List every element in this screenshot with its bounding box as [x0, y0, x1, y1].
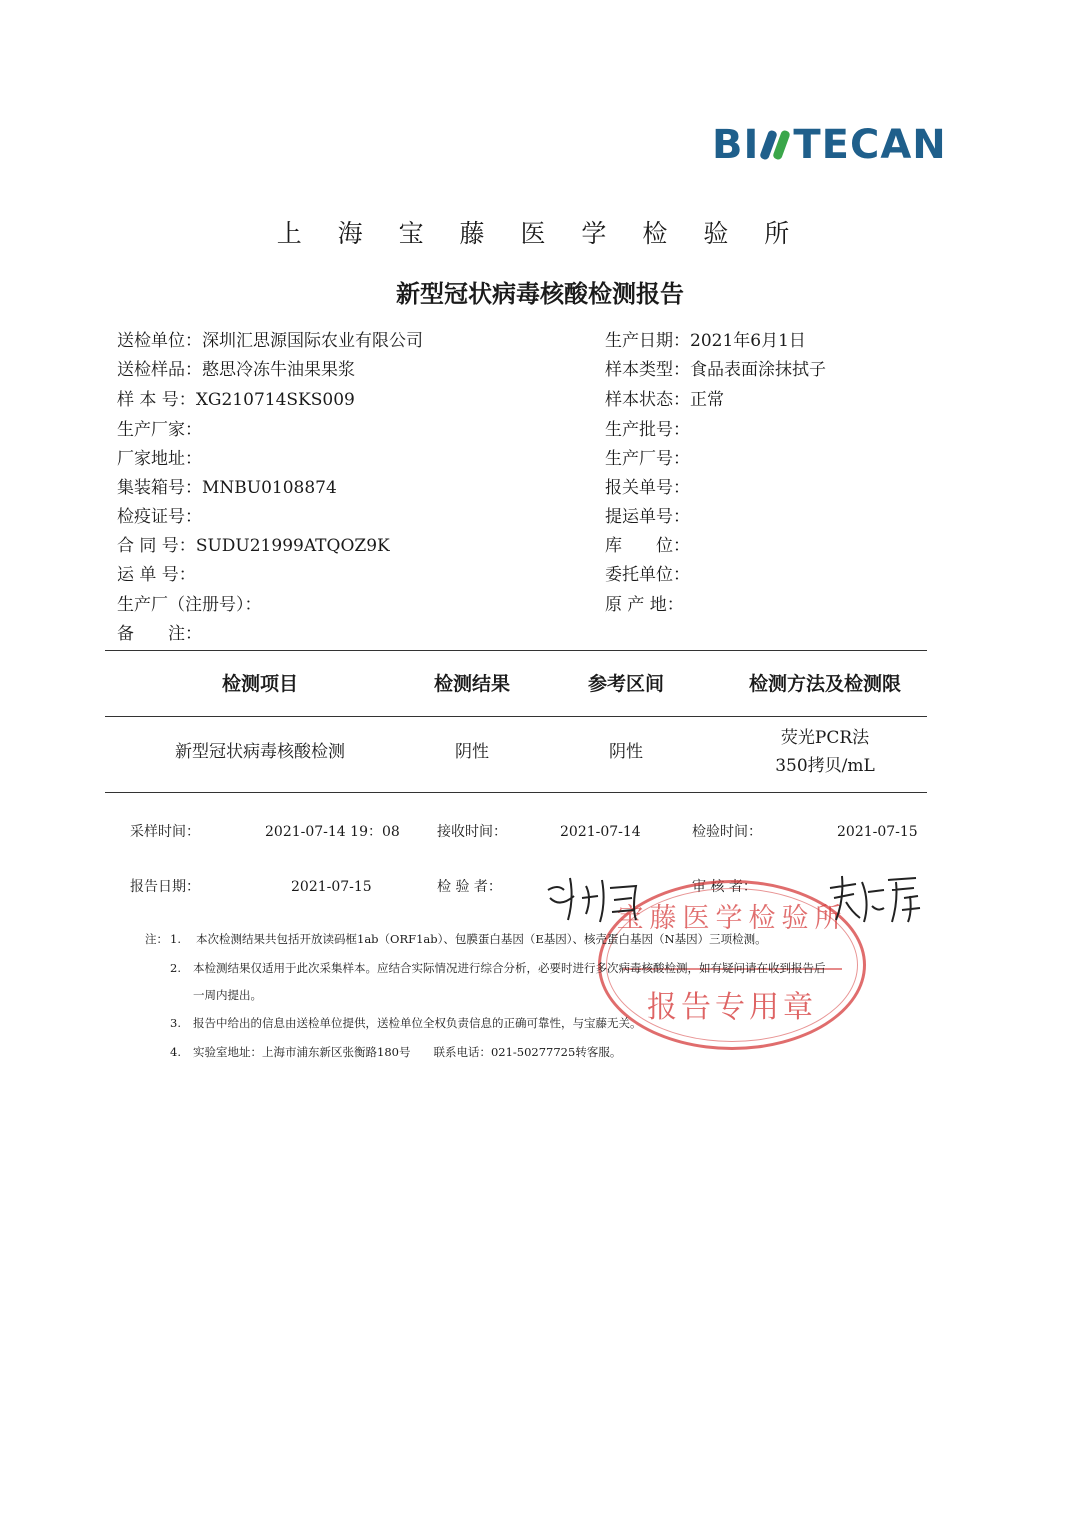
received-time-label: 接收时间： [437, 824, 507, 840]
inspector-signature-icon [540, 868, 650, 928]
report-title: 新型冠状病毒核酸检测报告 [396, 280, 684, 308]
note-4-text: 实验室地址：上海市浦东新区张衡路180号 联系电话：021-50277725转客服。 [193, 1045, 622, 1059]
notes-prefix: 注： [145, 932, 168, 946]
info-left-5: 集装箱号：MNBU0108874 [117, 478, 337, 498]
lab-name: 上 海 宝 藤 医 学 检 验 所 [276, 219, 804, 248]
report-date-label: 报告日期： [130, 879, 200, 895]
table-top-rule [105, 650, 927, 651]
info-right-9: 原 产 地： [605, 595, 684, 615]
note-2-text-cont: 一周内提出。 [193, 988, 262, 1002]
note-4-num: 4. [170, 1045, 181, 1059]
logo-text-part1: BI [712, 122, 760, 168]
reviewer-label: 审 核 者： [692, 879, 757, 895]
info-left-3: 生产厂家： [117, 420, 202, 440]
info-right-5: 报关单号： [605, 478, 690, 498]
info-left-7: 合 同 号：SUDU21999ATQOZ9K [117, 536, 390, 556]
info-right-3: 生产批号： [605, 420, 690, 440]
logo-o-mark-icon [761, 127, 791, 163]
sampling-time-label: 采样时间： [130, 824, 200, 840]
td-method-line1: 荧光PCR法 [780, 728, 870, 748]
th-result: 检测结果 [433, 673, 510, 695]
th-item: 检测项目 [221, 673, 298, 695]
note-1-text: 本次检测结果共包括开放读码框1ab（ORF1ab）、包膜蛋白基因（E基因）、核壳蛋白基因（N基因）三项检测。 [196, 932, 767, 946]
reviewer-signature-icon [826, 872, 922, 926]
info-left-6: 检疫证号： [117, 507, 202, 527]
info-left-4: 厂家地址： [117, 449, 202, 469]
note-3-num: 3. [170, 1016, 181, 1030]
inspector-label: 检 验 者： [437, 879, 502, 895]
note-1-num: 1. [170, 932, 181, 946]
info-right-2: 样本状态：正常 [605, 390, 724, 410]
seal-bottom-text: 报告专用章 [647, 990, 817, 1025]
info-right-7: 库 位： [605, 536, 690, 556]
info-left-8: 运 单 号： [117, 565, 196, 585]
info-left-9: 生产厂（注册号）： [117, 595, 262, 615]
th-reference: 参考区间 [587, 673, 664, 695]
td-method-line2: 350拷贝/mL [775, 756, 875, 776]
note-2-num: 2. [170, 961, 181, 975]
seal-top-text: 宝藤医学检验所 [616, 903, 848, 934]
info-left-1: 送检样品：憨思冷冻牛油果果浆 [117, 360, 355, 380]
td-item: 新型冠状病毒核酸检测 [175, 742, 345, 762]
td-reference: 阴性 [609, 742, 643, 762]
info-left-10: 备 注： [117, 624, 202, 644]
info-left-0: 送检单位：深圳汇思源国际农业有限公司 [117, 331, 423, 351]
info-right-0: 生产日期：2021年6月1日 [605, 331, 806, 351]
info-left-2: 样 本 号：XG210714SKS009 [117, 390, 355, 410]
table-header-rule [105, 716, 927, 717]
td-result: 阴性 [455, 742, 489, 762]
note-3-text: 报告中给出的信息由送检单位提供，送检单位全权负责信息的正确可靠性，与宝藤无关。 [193, 1016, 642, 1030]
logo-text-part2: TECAN [793, 122, 947, 168]
info-right-8: 委托单位： [605, 565, 690, 585]
inspected-time-label: 检验时间： [692, 824, 762, 840]
received-time-value: 2021-07-14 [560, 824, 641, 840]
info-right-4: 生产厂号： [605, 449, 690, 469]
info-right-1: 样本类型：食品表面涂抹拭子 [605, 360, 826, 380]
report-date-value: 2021-07-15 [291, 879, 372, 895]
th-method: 检测方法及检测限 [748, 673, 901, 695]
inspected-time-value: 2021-07-15 [837, 824, 918, 840]
info-right-6: 提运单号： [605, 507, 690, 527]
sampling-time-value: 2021-07-14 19：08 [265, 824, 400, 840]
table-bottom-rule [105, 792, 927, 793]
biotecan-logo [712, 122, 947, 168]
note-2-text: 本检测结果仅适用于此次采集样本。应结合实际情况进行综合分析，必要时进行多次病毒核酸检测，如有疑问请在收到报告后 [193, 961, 826, 975]
